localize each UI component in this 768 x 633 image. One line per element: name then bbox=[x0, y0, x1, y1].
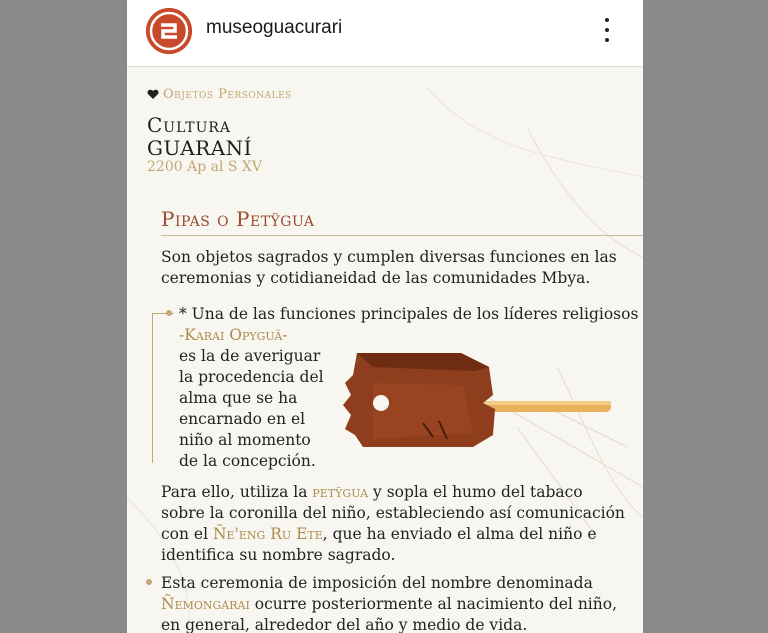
petygua-highlight: petÿgua bbox=[312, 483, 369, 501]
ceremony-text-a: Esta ceremonia de imposición del nombre denominada bbox=[161, 574, 593, 592]
functions-line7: de la concepción. bbox=[179, 452, 316, 470]
clay-pipe-image bbox=[343, 343, 615, 463]
functions-line2: es la de averiguar bbox=[179, 347, 321, 365]
bullet-marker bbox=[166, 310, 172, 316]
date-range: 2200 Ap al S XV bbox=[147, 159, 262, 175]
culture-title-line2: GUARANÍ bbox=[147, 136, 253, 160]
ritual-paragraph bbox=[161, 482, 631, 566]
section-title: Pipas o Petÿgua bbox=[161, 207, 315, 231]
ritual-text-a: Para ello, utiliza la bbox=[161, 483, 313, 501]
phone-screen bbox=[127, 0, 643, 633]
heart-icon bbox=[147, 89, 159, 100]
bullet-marker-2 bbox=[146, 579, 152, 585]
username-link[interactable]: museoguacurari bbox=[206, 17, 343, 38]
section-divider bbox=[161, 235, 643, 236]
post-image[interactable] bbox=[127, 67, 643, 633]
post-header bbox=[127, 0, 643, 67]
ceremony-paragraph bbox=[161, 573, 631, 633]
functions-line4: alma que se ha bbox=[179, 389, 298, 407]
ritual-text-c: , que ha enviado el alma del niño e identifica su nombre sagrado. bbox=[161, 525, 597, 564]
functions-line3: la procedencia del bbox=[179, 368, 324, 386]
intro-paragraph: Son objetos sagrados y cumplen diversas funciones en las ceremonias y cotidianeidad de las comunidades Mbya. bbox=[161, 248, 617, 287]
nemongarai-highlight: Ñemongarai bbox=[161, 595, 250, 613]
culture-title-line1: Cultura bbox=[147, 113, 232, 137]
category-text: Objetos Personales bbox=[163, 87, 292, 102]
ritual-text-b: y sopla el humo del tabaco sobre la coronilla del niño, estableciendo así comunicación con el bbox=[161, 483, 625, 543]
functions-line1: * Una de las funciones principales de los líderes religiosos bbox=[179, 305, 639, 323]
functions-line6: niño al momento bbox=[179, 431, 311, 449]
guide-line-vertical bbox=[152, 313, 153, 463]
functions-line5: encarnado en el bbox=[179, 410, 306, 428]
museum-logo-icon[interactable] bbox=[146, 8, 192, 54]
category-label bbox=[147, 87, 292, 102]
more-vertical-icon[interactable] bbox=[597, 14, 617, 46]
neeng-ru-ete-highlight: Ñe'eng Ru Ete bbox=[212, 525, 323, 543]
karai-opygua-highlight: -Karai Opyguã- bbox=[179, 326, 288, 344]
ceremony-text-b: ocurre posteriormente al nacimiento del niño, en general, alrededor del año y medio de vida. bbox=[161, 595, 617, 633]
